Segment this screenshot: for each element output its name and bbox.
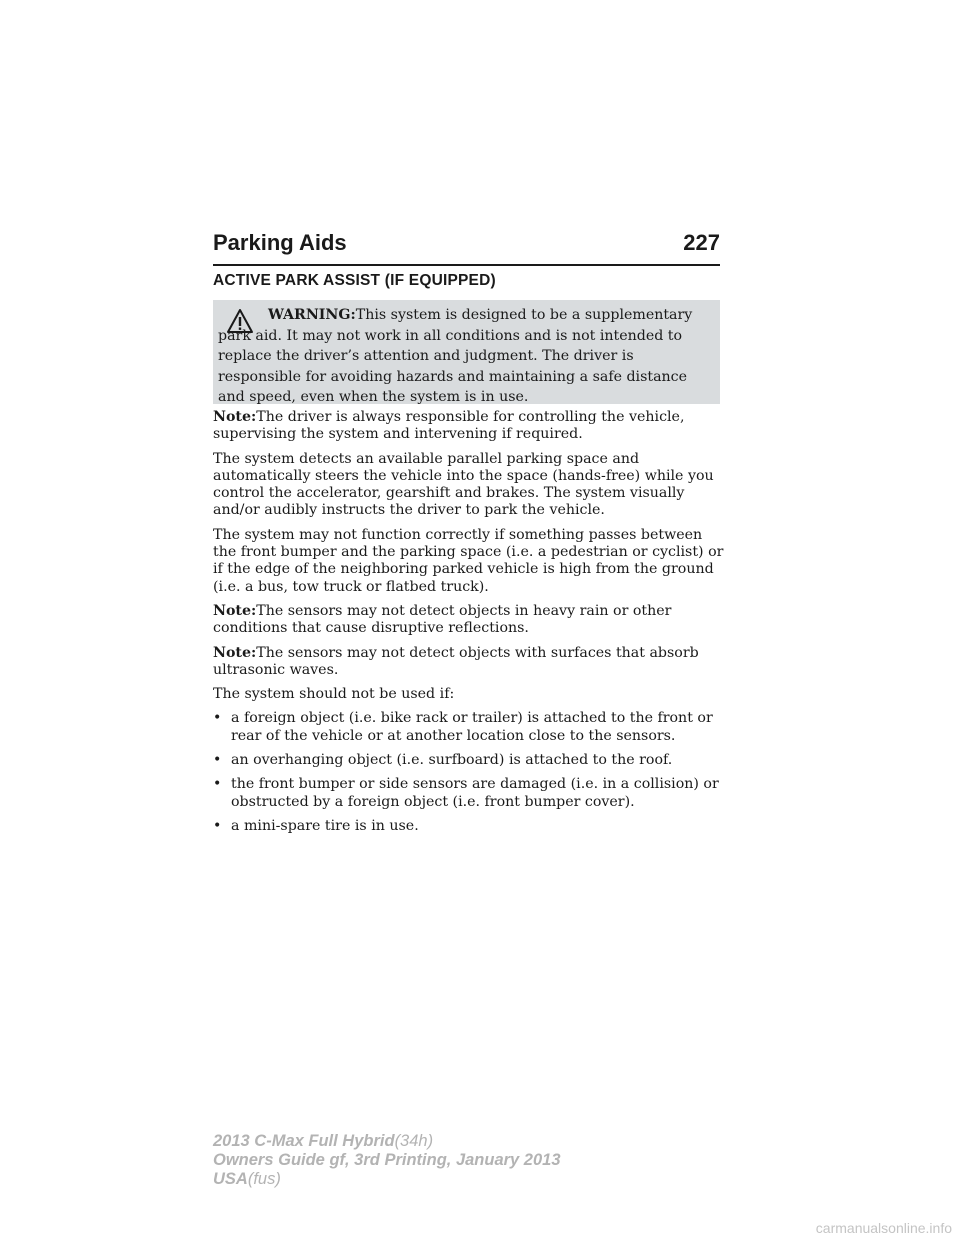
- list-item: [213, 818, 728, 835]
- warning-text: [218, 305, 714, 408]
- section-heading: ACTIVE PARK ASSIST (IF EQUIPPED): [213, 272, 496, 289]
- note-label: Note:: [213, 644, 257, 661]
- note-text: The driver is always responsible for controlling the vehicle, supervising the system and intervening if required.: [213, 409, 685, 443]
- page-number: 227: [683, 230, 720, 255]
- footer-model-code: (34h): [394, 1132, 434, 1150]
- page-header: [213, 228, 720, 266]
- section-title: Parking Aids: [213, 230, 347, 255]
- note-paragraph: [213, 409, 728, 444]
- list-item-text: the front bumper or side sensors are damaged (i.e. in a collision) or obstructed by a foreign object (i.e. front bumper cover).: [231, 776, 719, 810]
- footer-line-market: [213, 1170, 561, 1189]
- note-label: Note:: [213, 409, 257, 425]
- warning-body: This system is designed to be a supplementary park aid. It may not work in all conditions and is not intended to replace the driver’s attention and judgment. The driver is responsible for avoiding hazards and maintaining a safe distance and speed, even when the system is in use.: [218, 307, 693, 405]
- bullet-list: [213, 710, 728, 835]
- footer-market: USA: [213, 1170, 248, 1188]
- footer-line-guide: Owners Guide gf, 3rd Printing, January 2013: [213, 1151, 561, 1169]
- note-paragraph: [213, 603, 728, 638]
- footer-model: 2013 C-Max Full Hybrid: [213, 1132, 395, 1150]
- list-item: [213, 776, 728, 811]
- bullet-icon: •: [213, 710, 222, 727]
- list-item: [213, 710, 728, 745]
- watermark-link[interactable]: carmanualsonline.info: [815, 1220, 952, 1236]
- paragraph: The system may not function correctly if something passes between the front bumper and the parking space (i.e. a pedestrian or cyclist) or if the edge of the neighboring parked vehicle is high from the ground (i.e. a bus, tow truck or flatbed truck).: [213, 526, 724, 595]
- warning-label: WARNING:: [268, 307, 356, 323]
- footer-line-model: [213, 1132, 561, 1151]
- list-item-text: a foreign object (i.e. bike rack or trailer) is attached to the front or rear of the vehicle or at another location close to the sensors.: [231, 710, 713, 744]
- page-footer: [213, 1132, 561, 1189]
- bullet-icon: •: [213, 817, 222, 834]
- footer-market-code: (fus): [247, 1170, 281, 1188]
- warning-box: [213, 300, 720, 404]
- bullet-icon: •: [213, 776, 222, 793]
- note-paragraph: [213, 645, 728, 680]
- bullet-icon: •: [213, 752, 222, 769]
- list-item: [213, 752, 728, 769]
- note-text: The sensors may not detect objects in heavy rain or other conditions that cause disruptive reflections.: [213, 602, 672, 637]
- note-text: The sensors may not detect objects with surfaces that absorb ultrasonic waves.: [213, 644, 699, 678]
- note-label: Note:: [213, 602, 257, 619]
- body-content: [213, 409, 728, 842]
- list-item-text: an overhanging object (i.e. surfboard) is attached to the roof.: [231, 752, 673, 769]
- paragraph: The system should not be used if:: [213, 686, 455, 703]
- list-item-text: a mini-spare tire is in use.: [231, 817, 419, 834]
- paragraph: The system detects an available parallel parking space and automatically steers the vehicle into the space (hands-free) while you control the accelerator, gearshift and brakes. The system visually and/or audibly instructs the driver to park the vehicle.: [213, 450, 714, 519]
